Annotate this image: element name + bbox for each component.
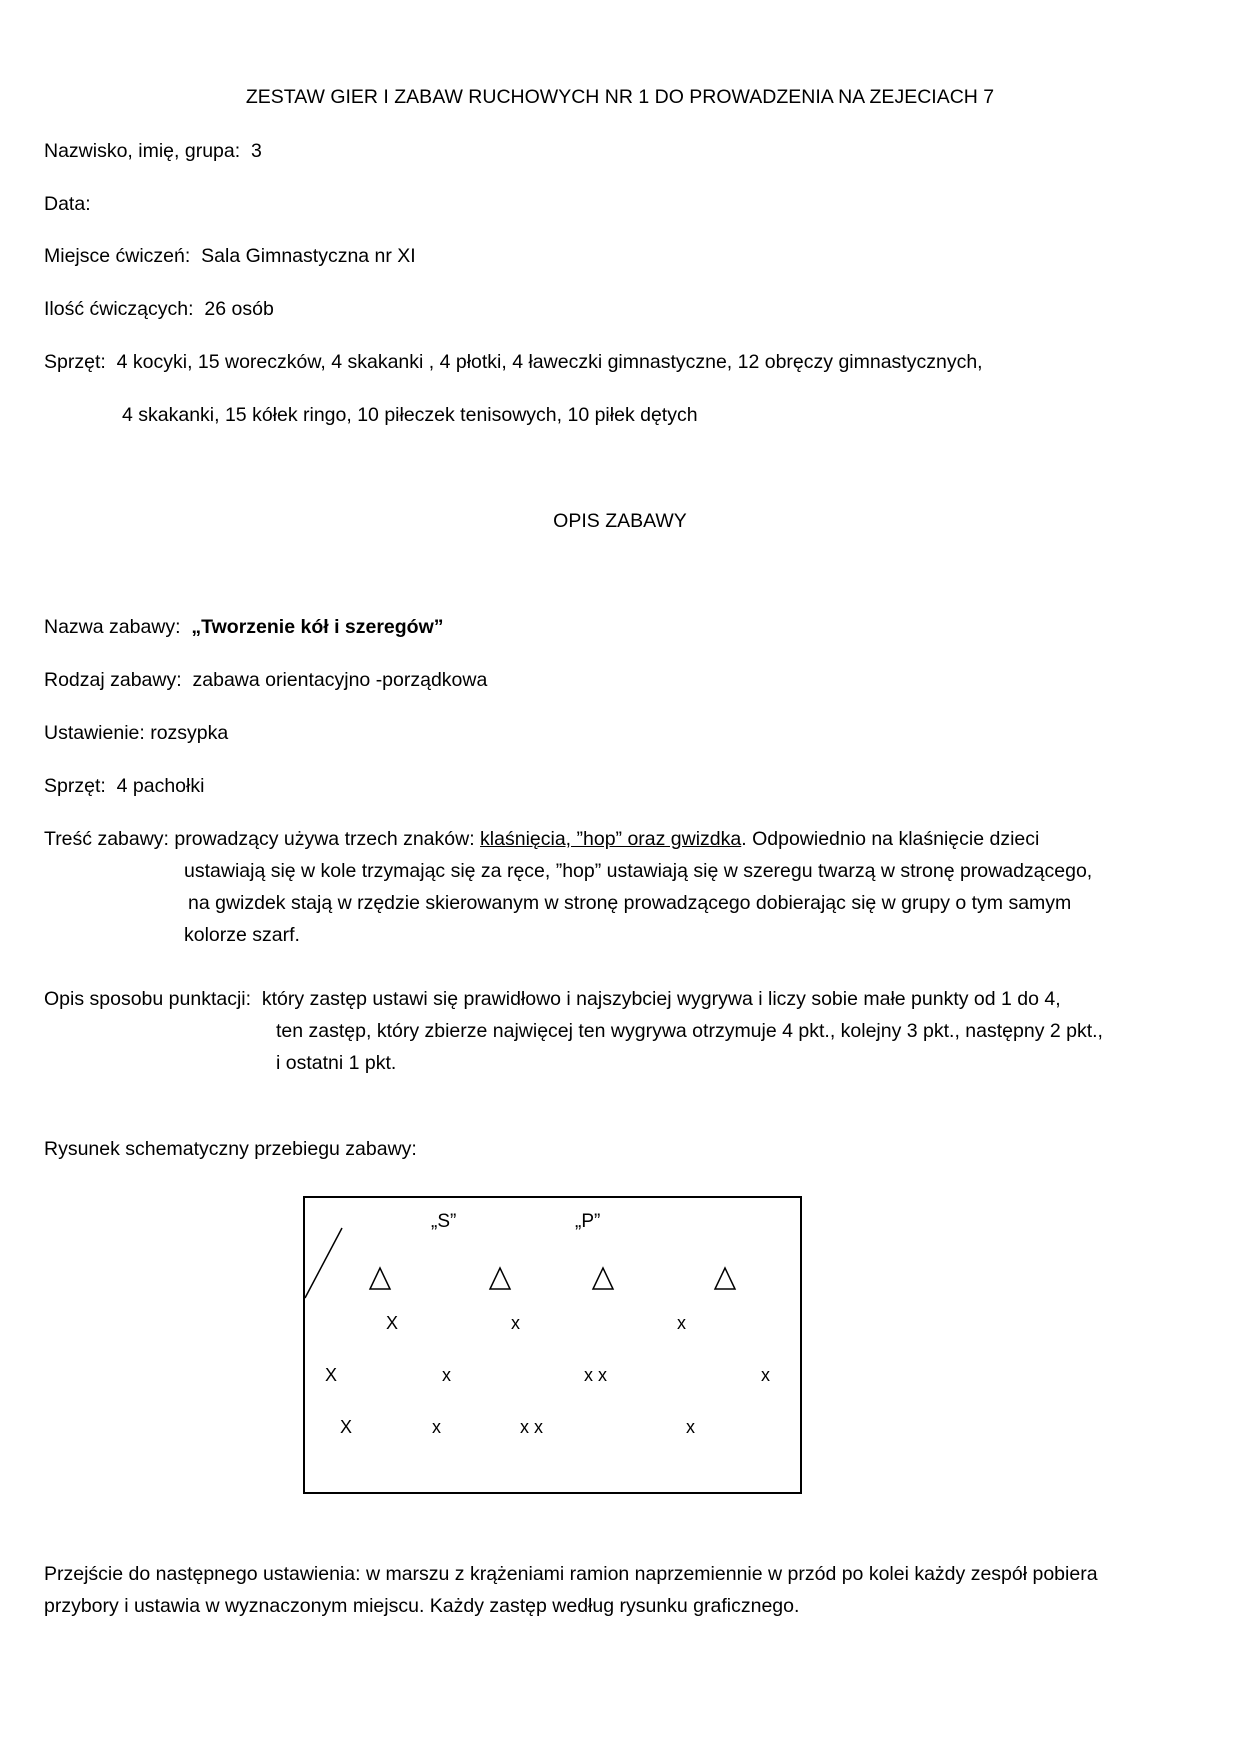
- game-equipment-value: 4 pachołki: [116, 775, 205, 797]
- transition-line-1: Przejście do następnego ustawienia: w marszu z krążeniami ramion naprzemiennie w przód po kolei każdy zespół pobiera: [44, 1563, 1098, 1585]
- player-marker: x x: [520, 1417, 544, 1437]
- cone-icon: [370, 1268, 390, 1289]
- game-name-label: Nazwa zabawy:: [44, 616, 181, 638]
- equipment-line-2: 4 skakanki, 15 kółek ringo, 10 piłeczek tenisowych, 10 piłek dętych: [122, 404, 698, 426]
- document-title: ZESTAW GIER I ZABAW RUCHOWYCH NR 1 DO PROWADZENIA NA ZEJECIACH 7: [245, 86, 995, 108]
- setup-label: Ustawienie:: [44, 722, 145, 744]
- equipment-line-1: 4 kocyki, 15 woreczków, 4 skakanki , 4 płotki, 4 ławeczki gimnastyczne, 12 obręczy gimnastycznych,: [116, 351, 983, 373]
- diagram-caption: Rysunek schematyczny przebiegu zabawy:: [44, 1138, 417, 1160]
- player-marker: x: [432, 1417, 441, 1437]
- place-label: Miejsce ćwiczeń:: [44, 245, 191, 267]
- participants-label: Ilość ćwiczących:: [44, 298, 194, 320]
- equipment-label: Sprzęt:: [44, 351, 106, 373]
- player-marker: x: [677, 1313, 686, 1333]
- player-marker: x: [761, 1365, 770, 1385]
- label-s: „S”: [431, 1211, 457, 1232]
- player-marker: X: [325, 1365, 338, 1385]
- player-marker: x x: [584, 1365, 608, 1385]
- section-title: OPIS ZABAWY: [553, 510, 687, 532]
- player-marker: x: [442, 1365, 451, 1385]
- player-marker: X: [340, 1417, 353, 1437]
- content-line-4: kolorze szarf.: [184, 924, 300, 946]
- game-equipment-row: [44, 774, 204, 798]
- name-group-row: [44, 139, 262, 163]
- date-label: Data:: [44, 193, 91, 215]
- game-name-value: „Tworzenie kół i szeregów”: [191, 616, 444, 638]
- content-line-2: ustawiają się w kole trzymając się za ręce, ”hop” ustawiają się w szeregu twarzą w stronę prowadzącego,: [184, 860, 1093, 882]
- game-equipment-label: Sprzęt:: [44, 775, 106, 797]
- place-row: [44, 244, 416, 268]
- scoring-line-1: [44, 987, 1061, 1011]
- player-marker: x: [511, 1313, 520, 1333]
- scoring-line-2: ten zastęp, który zbierze najwięcej ten wygrywa otrzymuje 4 pkt., kolejny 3 pkt., następny 2 pkt.,: [276, 1020, 1103, 1042]
- setup-value: rozsypka: [150, 722, 229, 744]
- game-diagram: [303, 1196, 802, 1494]
- scoring-line-1-text: który zastęp ustawi się prawidłowo i najszybciej wygrywa i liczy sobie małe punkty od 1 do 4,: [261, 988, 1061, 1010]
- equipment-row: [44, 350, 983, 374]
- cone-icon: [490, 1268, 510, 1289]
- cone-icon: [715, 1268, 735, 1289]
- content-line-1-post: . Odpowiednio na klaśnięcie dzieci: [741, 828, 1040, 850]
- name-group-label: Nazwisko, imię, grupa:: [44, 140, 241, 162]
- scoring-label: Opis sposobu punktacji:: [44, 988, 252, 1010]
- diagram-corner-line: [305, 1228, 342, 1298]
- content-line-1-pre: prowadzący używa trzech znaków:: [174, 828, 475, 850]
- content-label: Treść zabawy:: [44, 828, 169, 850]
- game-type-value: zabawa orientacyjno -porządkowa: [192, 669, 488, 691]
- content-line-3: na gwizdek stają w rzędzie skierowanym w stronę prowadzącego dobierając się w grupy o tym samym: [188, 892, 1072, 914]
- content-signals: klaśnięcia, ”hop” oraz gwizdka: [480, 828, 742, 850]
- cone-icon: [593, 1268, 613, 1289]
- place-value: Sala Gimnastyczna nr XI: [201, 245, 416, 267]
- game-type-row: [44, 668, 487, 692]
- diagram-graphics: [305, 1198, 800, 1492]
- setup-row: [44, 721, 228, 745]
- participants-row: [44, 297, 274, 321]
- transition-line-2: przybory i ustawia w wyznaczonym miejscu. Każdy zastęp według rysunku graficznego.: [44, 1595, 800, 1617]
- content-line-1: [44, 827, 1039, 851]
- label-p: „P”: [575, 1211, 601, 1232]
- scoring-line-3: i ostatni 1 pkt.: [276, 1052, 397, 1074]
- player-marker: X: [386, 1313, 399, 1333]
- game-type-label: Rodzaj zabawy:: [44, 669, 182, 691]
- participants-value: 26 osób: [204, 298, 274, 320]
- player-marker: x: [686, 1417, 695, 1437]
- name-group-value: 3: [251, 140, 262, 162]
- game-name-row: [44, 615, 444, 639]
